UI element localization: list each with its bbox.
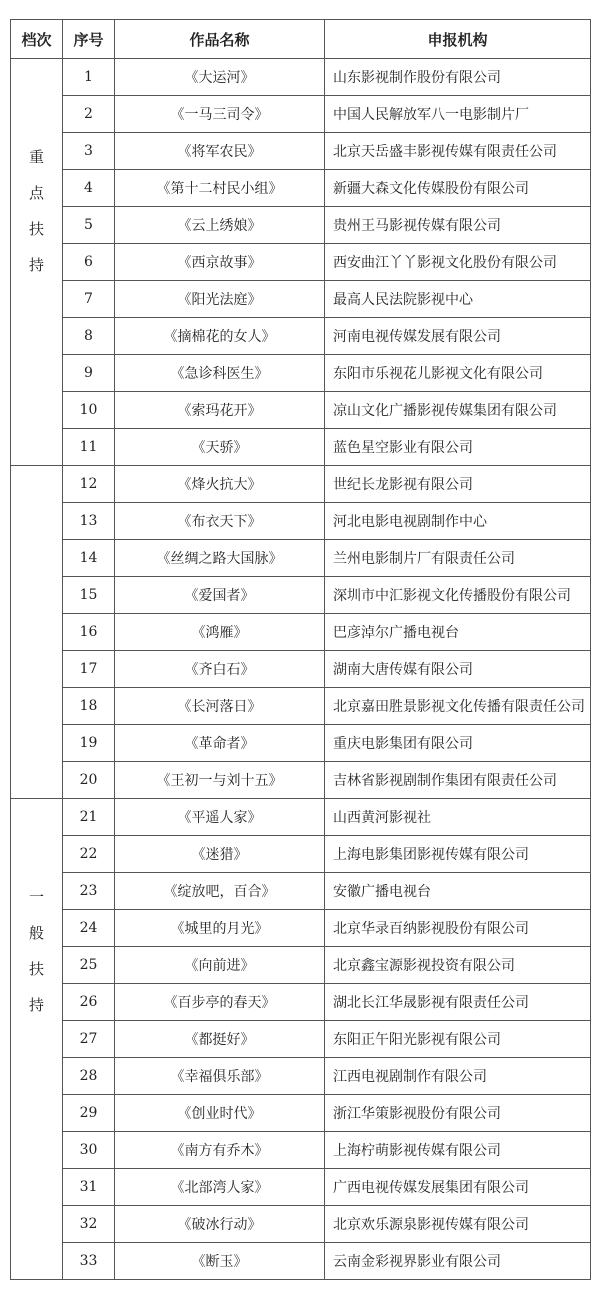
tier-key-support-cell	[11, 59, 63, 466]
table-row	[11, 873, 591, 910]
row-number: 27	[63, 1021, 115, 1058]
applicant-org: 云南金彩视界影业有限公司	[325, 1243, 591, 1280]
header-row	[11, 20, 591, 59]
table-row	[11, 355, 591, 392]
row-number: 32	[63, 1206, 115, 1243]
table-row	[11, 910, 591, 947]
work-title: 《创业时代》	[115, 1095, 325, 1132]
row-number: 16	[63, 614, 115, 651]
work-title: 《幸福俱乐部》	[115, 1058, 325, 1095]
work-title: 《爱国者》	[115, 577, 325, 614]
table-row	[11, 466, 591, 503]
row-number: 10	[63, 392, 115, 429]
work-title: 《平遥人家》	[115, 799, 325, 836]
row-number: 15	[63, 577, 115, 614]
applicant-org: 北京鑫宝源影视投资有限公司	[325, 947, 591, 984]
table-row	[11, 392, 591, 429]
header-no: 序号	[63, 20, 115, 59]
applicant-org: 上海电影集团影视传媒有限公司	[325, 836, 591, 873]
applicant-org: 浙江华策影视股份有限公司	[325, 1095, 591, 1132]
header-org: 申报机构	[325, 20, 591, 59]
table-row	[11, 984, 591, 1021]
tier-general-support-cell	[11, 799, 63, 1280]
table-row	[11, 799, 591, 836]
row-number: 22	[63, 836, 115, 873]
applicant-org: 山东影视制作股份有限公司	[325, 59, 591, 96]
table-row	[11, 1095, 591, 1132]
table-row	[11, 1021, 591, 1058]
work-title: 《百步亭的春天》	[115, 984, 325, 1021]
row-number: 12	[63, 466, 115, 503]
applicant-org: 东阳正午阳光影视有限公司	[325, 1021, 591, 1058]
table-row	[11, 614, 591, 651]
work-title: 《都挺好》	[115, 1021, 325, 1058]
applicant-org: 蓝色星空影业有限公司	[325, 429, 591, 466]
work-title: 《革命者》	[115, 725, 325, 762]
tier-char: 扶	[28, 220, 44, 238]
table-row	[11, 540, 591, 577]
applicant-org: 最高人民法院影视中心	[325, 281, 591, 318]
row-number: 19	[63, 725, 115, 762]
work-title: 《向前进》	[115, 947, 325, 984]
table-row	[11, 96, 591, 133]
row-number: 29	[63, 1095, 115, 1132]
row-number: 1	[63, 59, 115, 96]
row-number: 14	[63, 540, 115, 577]
tier-char: 一	[28, 888, 44, 906]
table-row	[11, 1132, 591, 1169]
table-row	[11, 318, 591, 355]
tier-char: 点	[28, 184, 44, 202]
work-title: 《天骄》	[115, 429, 325, 466]
applicant-org: 吉林省影视剧制作集团有限责任公司	[325, 762, 591, 799]
work-title: 《云上绣娘》	[115, 207, 325, 244]
applicant-org: 北京天岳盛丰影视传媒有限责任公司	[325, 133, 591, 170]
work-title: 《北部湾人家》	[115, 1169, 325, 1206]
applicant-org: 山西黄河影视社	[325, 799, 591, 836]
work-title: 《将军农民》	[115, 133, 325, 170]
work-title: 《王初一与刘十五》	[115, 762, 325, 799]
row-number: 3	[63, 133, 115, 170]
applicant-org: 兰州电影制片厂有限责任公司	[325, 540, 591, 577]
table-row	[11, 503, 591, 540]
table-row	[11, 836, 591, 873]
row-number: 8	[63, 318, 115, 355]
table-row	[11, 1243, 591, 1280]
applicant-org: 贵州王马影视传媒有限公司	[325, 207, 591, 244]
row-number: 17	[63, 651, 115, 688]
row-number: 6	[63, 244, 115, 281]
table-row	[11, 59, 591, 96]
work-title: 《索玛花开》	[115, 392, 325, 429]
row-number: 23	[63, 873, 115, 910]
work-title: 《城里的月光》	[115, 910, 325, 947]
table-row	[11, 947, 591, 984]
work-title: 《断玉》	[115, 1243, 325, 1280]
row-number: 28	[63, 1058, 115, 1095]
row-number: 2	[63, 96, 115, 133]
applicant-org: 北京欢乐源泉影视传媒有限公司	[325, 1206, 591, 1243]
tier-general-support-label	[29, 879, 44, 1023]
row-number: 13	[63, 503, 115, 540]
applicant-org: 湖北长江华晟影视有限责任公司	[325, 984, 591, 1021]
work-title: 《鸿雁》	[115, 614, 325, 651]
work-title: 《摘棉花的女人》	[115, 318, 325, 355]
applicant-org: 广西电视传媒发展集团有限公司	[325, 1169, 591, 1206]
tier-char: 扶	[28, 960, 44, 978]
header-tier: 档次	[11, 20, 63, 59]
table-row	[11, 1206, 591, 1243]
work-title: 《布衣天下》	[115, 503, 325, 540]
work-title: 《丝绸之路大国脉》	[115, 540, 325, 577]
applicant-org: 河北电影电视剧制作中心	[325, 503, 591, 540]
work-title: 《第十二村民小组》	[115, 170, 325, 207]
work-title: 《破冰行动》	[115, 1206, 325, 1243]
work-title: 《一马三司令》	[115, 96, 325, 133]
table-row	[11, 688, 591, 725]
row-number: 20	[63, 762, 115, 799]
applicant-org: 凉山文化广播影视传媒集团有限公司	[325, 392, 591, 429]
row-number: 18	[63, 688, 115, 725]
table-row	[11, 207, 591, 244]
row-number: 4	[63, 170, 115, 207]
tier-char: 持	[28, 996, 44, 1014]
work-title: 《阳光法庭》	[115, 281, 325, 318]
tier-char: 般	[28, 924, 44, 942]
applicant-org: 重庆电影集团有限公司	[325, 725, 591, 762]
work-title: 《急诊科医生》	[115, 355, 325, 392]
table-row	[11, 281, 591, 318]
applicant-org: 巴彦淖尔广播电视台	[325, 614, 591, 651]
row-number: 25	[63, 947, 115, 984]
work-title: 《烽火抗大》	[115, 466, 325, 503]
applicant-org: 新疆大森文化传媒股份有限公司	[325, 170, 591, 207]
row-number: 11	[63, 429, 115, 466]
applicant-org: 安徽广播电视台	[325, 873, 591, 910]
applicant-org: 北京嘉田胜景影视文化传播有限责任公司	[325, 688, 591, 725]
applicant-org: 湖南大唐传媒有限公司	[325, 651, 591, 688]
tier-key-support-label	[29, 139, 44, 283]
applicant-org: 江西电视剧制作有限公司	[325, 1058, 591, 1095]
row-number: 31	[63, 1169, 115, 1206]
row-number: 33	[63, 1243, 115, 1280]
work-title: 《齐白石》	[115, 651, 325, 688]
applicant-org: 河南电视传媒发展有限公司	[325, 318, 591, 355]
row-number: 7	[63, 281, 115, 318]
support-list-table	[10, 19, 591, 1280]
row-number: 9	[63, 355, 115, 392]
table-body	[11, 59, 591, 1280]
work-title: 《长河落日》	[115, 688, 325, 725]
applicant-org: 北京华录百纳影视股份有限公司	[325, 910, 591, 947]
applicant-org: 上海柠萌影视传媒有限公司	[325, 1132, 591, 1169]
work-title: 《大运河》	[115, 59, 325, 96]
applicant-org: 世纪长龙影视有限公司	[325, 466, 591, 503]
tier-char: 重	[28, 148, 44, 166]
tier-char: 持	[28, 256, 44, 274]
table-row	[11, 133, 591, 170]
applicant-org: 深圳市中汇影视文化传播股份有限公司	[325, 577, 591, 614]
work-title: 《西京故事》	[115, 244, 325, 281]
applicant-org: 中国人民解放军八一电影制片厂	[325, 96, 591, 133]
table-row	[11, 577, 591, 614]
row-number: 21	[63, 799, 115, 836]
row-number: 26	[63, 984, 115, 1021]
table-row	[11, 651, 591, 688]
row-number: 24	[63, 910, 115, 947]
work-title: 《绽放吧，百合》	[115, 873, 325, 910]
work-title: 《南方有乔木》	[115, 1132, 325, 1169]
table-row	[11, 725, 591, 762]
table-row	[11, 429, 591, 466]
table-row	[11, 1169, 591, 1206]
table-row	[11, 762, 591, 799]
table-row	[11, 1058, 591, 1095]
tier-blank-cell	[11, 466, 63, 799]
applicant-org: 东阳市乐视花儿影视文化有限公司	[325, 355, 591, 392]
table-row	[11, 170, 591, 207]
row-number: 30	[63, 1132, 115, 1169]
header-title: 作品名称	[115, 20, 325, 59]
applicant-org: 西安曲江丫丫影视文化股份有限公司	[325, 244, 591, 281]
row-number: 5	[63, 207, 115, 244]
work-title: 《迷猎》	[115, 836, 325, 873]
table-row	[11, 244, 591, 281]
